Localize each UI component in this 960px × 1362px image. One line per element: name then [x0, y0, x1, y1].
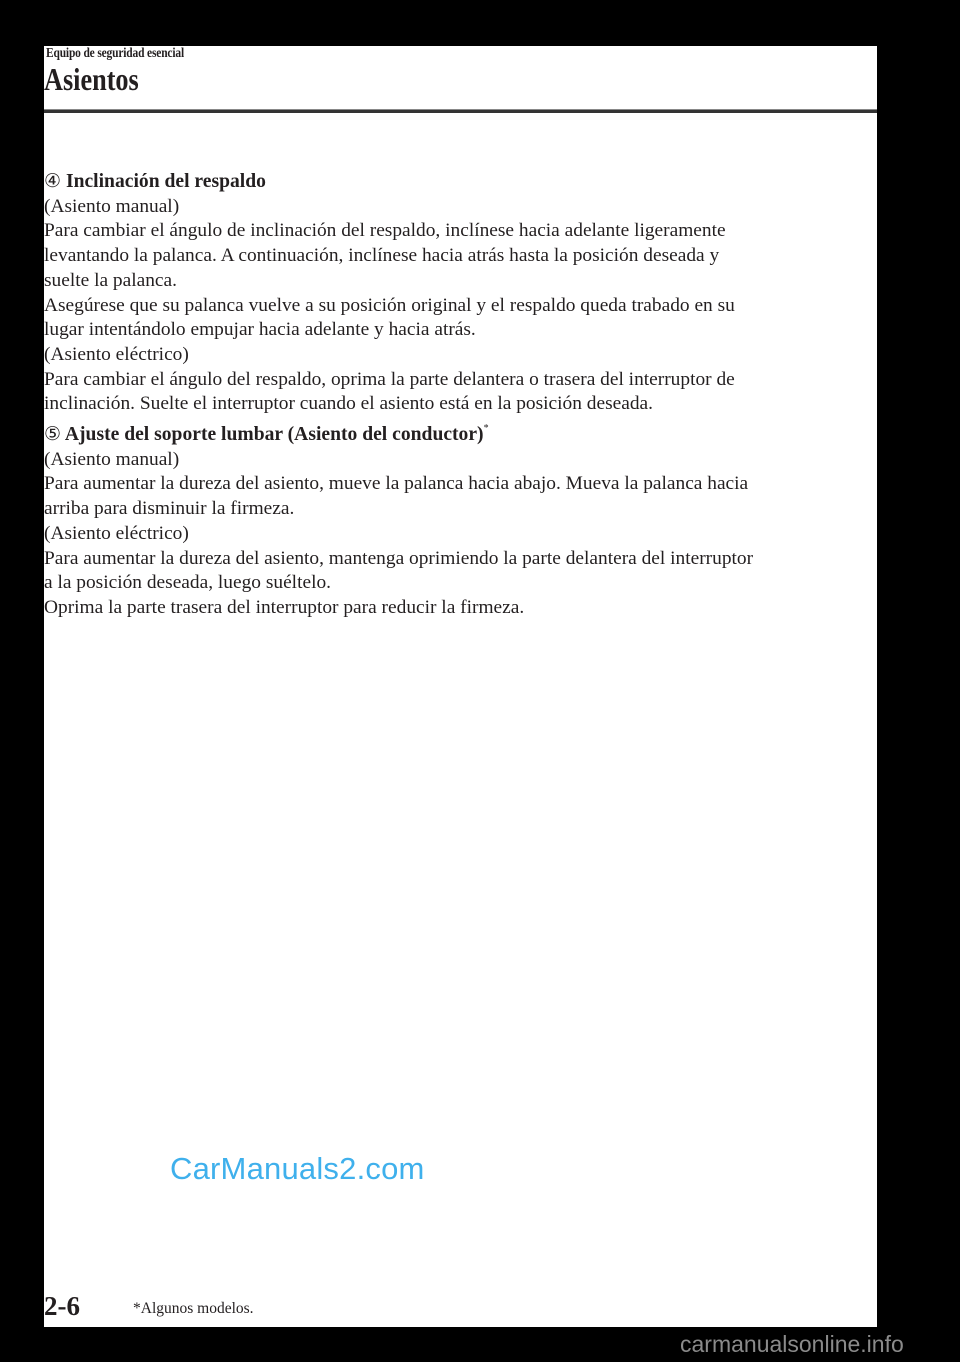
heading-text: Ajuste del soporte lumbar (Asiento del conductor) [64, 424, 484, 446]
page-title: Asientos [44, 61, 139, 97]
text-line: levantando la palanca. A continuación, inclínese hacia atrás hasta la posición deseada y [44, 245, 720, 267]
section-heading-backrest [44, 169, 877, 195]
text-line: Oprima la parte trasera del interruptor para reducir la firmeza. [44, 596, 525, 618]
text-line: Para aumentar la dureza del asiento, mantenga oprimiendo la parte delantera del interruptor [44, 547, 754, 569]
page-number: 2-6 [44, 1291, 80, 1321]
circled-number-4-icon: ④ [44, 170, 62, 192]
heading-text: Inclinación del respaldo [65, 171, 266, 192]
footnote: *Algunos modelos. [133, 1300, 254, 1317]
text-line: a la posición deseada, luego suéltelo. [44, 572, 331, 594]
text-line: lugar intentándolo empujar hacia adelante y hacia atrás. [44, 319, 476, 341]
text-line: suelte la palanca. [44, 269, 177, 291]
circled-number-5-icon: ⑤ [44, 423, 62, 446]
header-rule [44, 109, 877, 113]
text-line: inclinación. Suelte el interruptor cuando el asiento está en la posición deseada. [44, 393, 653, 415]
text-line: Asegúrese que su palanca vuelve a su posición original y el respaldo queda trabado en su [44, 294, 735, 316]
text-line: Para aumentar la dureza del asiento, mueve la palanca hacia abajo. Mueva la palanca hacia [44, 473, 749, 495]
text-line: Para cambiar el ángulo de inclinación del respaldo, inclínese hacia adelante ligeramente [44, 220, 726, 242]
text-line: arriba para disminuir la firmeza. [44, 498, 295, 520]
text-line: (Asiento eléctrico) [44, 343, 189, 365]
site-watermark: carmanualsonline.info [680, 1331, 904, 1357]
text-line: (Asiento manual) [44, 195, 180, 217]
section-heading-lumbar [44, 417, 877, 448]
text-line: (Asiento manual) [44, 448, 180, 470]
content [44, 169, 877, 621]
section-label: Equipo de seguridad esencial [46, 46, 184, 61]
text-line: (Asiento eléctrico) [44, 522, 189, 544]
footnote-asterisk: * [483, 423, 489, 435]
watermark-logo: CarManuals2.com [170, 1151, 425, 1186]
text-line: Para cambiar el ángulo del respaldo, oprima la parte delantera o trasera del interruptor de [44, 368, 735, 390]
manual-page [44, 46, 877, 1327]
